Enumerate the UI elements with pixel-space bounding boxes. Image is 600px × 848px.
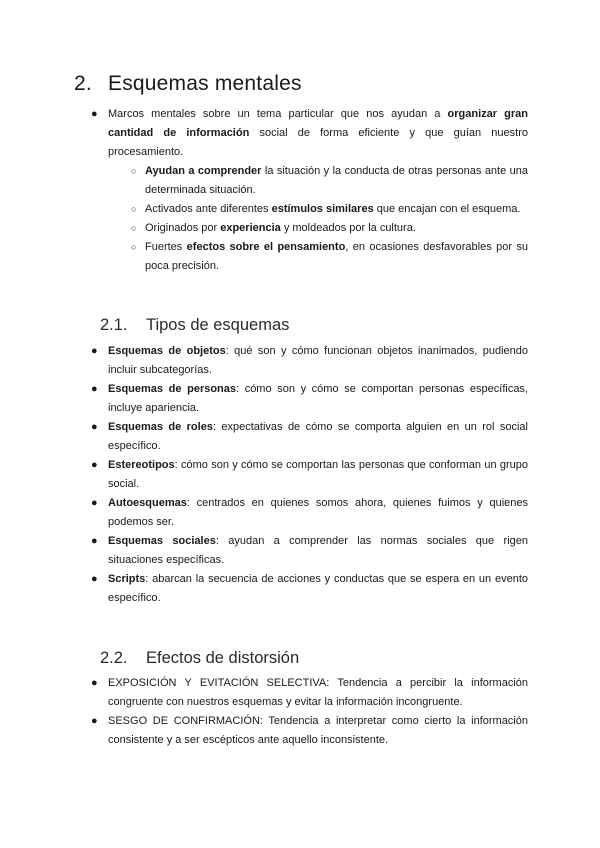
bullet-icon: ● bbox=[91, 459, 98, 471]
hollow-bullet-icon: ○ bbox=[131, 242, 137, 252]
distortion-effects-list bbox=[91, 674, 528, 750]
list-item: ● Marcos mentales sobre un tema particular que nos ayudan a organizar gran cantidad de información social de forma eficiente y que guían nuestro procesamiento. bbox=[108, 105, 528, 162]
section-heading-2 bbox=[74, 72, 302, 96]
hollow-bullet-icon: ○ bbox=[131, 223, 137, 233]
list-item: ● Esquemas de objetos: qué son y cómo funcionan objetos inanimados, pudiendo incluir subcategorías. bbox=[108, 342, 528, 380]
section-title: Tipos de esquemas bbox=[146, 316, 290, 334]
list-item: ● SESGO DE CONFIRMACIÓN: Tendencia a interpretar como cierto la información consistente y a ser escépticos ante aquello inconsistente. bbox=[108, 712, 528, 750]
section-title: Efectos de distorsión bbox=[146, 649, 300, 667]
section-number: 2. bbox=[74, 72, 92, 95]
list-item: ○ Fuertes efectos sobre el pensamiento, en ocasiones desfavorables por su poca precisión. bbox=[145, 238, 528, 276]
schema-types-list bbox=[91, 342, 529, 608]
bullet-icon: ● bbox=[91, 108, 98, 120]
list-item: ● Esquemas de roles: expectativas de cómo se comporta alguien en un rol social específico. bbox=[108, 418, 528, 456]
bullet-icon: ● bbox=[91, 421, 98, 433]
section-heading-2-2 bbox=[100, 649, 299, 668]
intro-sublist bbox=[131, 162, 528, 276]
list-item: ○ Activados ante diferentes estímulos similares que encajan con el esquema. bbox=[145, 200, 528, 219]
intro-list bbox=[91, 105, 529, 162]
list-item: ● EXPOSICIÓN Y EVITACIÓN SELECTIVA: Tendencia a percibir la información congruente con nuestros esquemas y evitar la información incongruente. bbox=[108, 674, 528, 712]
bullet-icon: ● bbox=[91, 573, 98, 585]
bullet-icon: ● bbox=[91, 497, 98, 509]
section-number: 2.2. bbox=[100, 649, 128, 667]
list-item: ● Estereotipos: cómo son y cómo se comportan las personas que conforman un grupo social. bbox=[108, 456, 528, 494]
list-item: ○ Originados por experiencia y moldeados por la cultura. bbox=[145, 219, 528, 238]
list-item: ○ Ayudan a comprender la situación y la conducta de otras personas ante una determinada situación. bbox=[145, 162, 528, 200]
hollow-bullet-icon: ○ bbox=[131, 166, 137, 176]
section-heading-2-1 bbox=[100, 316, 289, 335]
hollow-bullet-icon: ○ bbox=[131, 204, 137, 214]
bullet-icon: ● bbox=[91, 535, 98, 547]
list-item: ● Esquemas de personas: cómo son y cómo se comportan personas específicas, incluye apariencia. bbox=[108, 380, 528, 418]
bullet-icon: ● bbox=[91, 383, 98, 395]
section-title: Esquemas mentales bbox=[108, 72, 302, 95]
bullet-icon: ● bbox=[91, 345, 98, 357]
bullet-icon: ● bbox=[91, 677, 98, 689]
section-number: 2.1. bbox=[100, 316, 128, 334]
list-item: ● Autoesquemas: centrados en quienes somos ahora, quienes fuimos y quienes podemos ser. bbox=[108, 494, 528, 532]
list-item: ● Scripts: abarcan la secuencia de acciones y conductas que se espera en un evento específico. bbox=[108, 570, 528, 608]
bullet-icon: ● bbox=[91, 715, 98, 727]
list-item: ● Esquemas sociales: ayudan a comprender las normas sociales que rigen situaciones específicas. bbox=[108, 532, 528, 570]
